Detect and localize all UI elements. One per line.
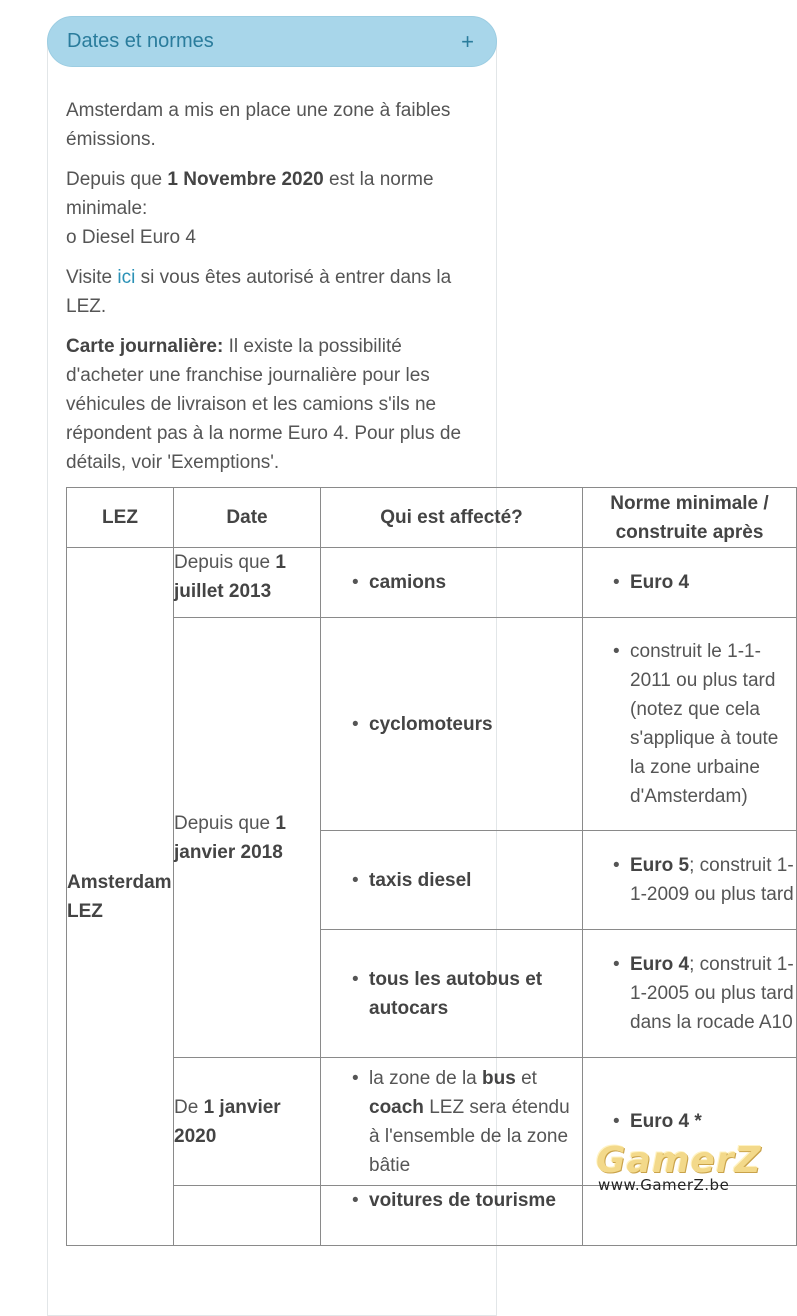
norm-cell	[583, 548, 797, 618]
header-date: Date	[174, 488, 321, 548]
plus-icon[interactable]: +	[461, 28, 474, 54]
list-item: • construit le 1-1-2011 ou plus tard (notez que cela s'applique à toute la zone urbaine d'Amsterdam)	[583, 637, 796, 811]
watermark	[596, 1140, 771, 1198]
section-content	[66, 96, 478, 488]
lez-name: Amsterdam LEZ	[67, 548, 174, 1246]
table-header-row	[67, 488, 797, 548]
list-item: • camions	[321, 568, 582, 597]
date-cell	[174, 1186, 321, 1246]
norm-cell	[583, 618, 797, 831]
table-row	[67, 618, 797, 831]
who-cell	[321, 1186, 583, 1246]
date-cell: Depuis que 1 juillet 2013	[174, 548, 321, 618]
list-item: • cyclomoteurs	[321, 710, 582, 739]
list-item: • Euro 4 *	[583, 1107, 796, 1136]
norm-cell	[583, 831, 797, 930]
daycard-paragraph: Carte journalière: Il existe la possibilité d'acheter une franchise journalière pour les véhicules de livraison et les camions s'ils ne répondent pas à la norme Euro 4. Pour plus de détails, voir 'Exemptions'.	[66, 336, 462, 473]
list-item: • voitures de tourisme	[321, 1186, 582, 1215]
list-item: • Euro 4; construit 1-1-2005 ou plus tard dans la rocade A10	[583, 950, 796, 1037]
accordion-header[interactable]	[47, 16, 497, 67]
list-item: • Euro 5; construit 1-1-2009 ou plus tard	[583, 851, 796, 909]
watermark-url: www.GamerZ.be	[598, 1176, 730, 1194]
who-cell	[321, 930, 583, 1058]
header-norm: Norme minimale / construite après	[583, 488, 797, 548]
norm-cell	[583, 930, 797, 1058]
norm-date: 1 Novembre 2020	[167, 169, 324, 190]
section-title: Dates et normes	[67, 30, 214, 52]
header-who: Qui est affecté?	[321, 488, 583, 548]
list-item: • Euro 4	[583, 568, 796, 597]
who-cell	[321, 618, 583, 831]
norm-line: o Diesel Euro 4	[66, 227, 196, 248]
date-cell: De 1 janvier 2020	[174, 1058, 321, 1186]
visit-paragraph: Visite ici si vous êtes autorisé à entrer dans la LEZ.	[66, 267, 452, 317]
intro-paragraph: Amsterdam a mis en place une zone à faibles émissions.	[66, 100, 451, 150]
list-item: • taxis diesel	[321, 866, 582, 895]
watermark-logo: GamerZ	[596, 1140, 762, 1181]
daycard-label: Carte journalière:	[66, 336, 224, 357]
lez-table	[66, 487, 797, 1246]
norm-paragraph: Depuis que 1 Novembre 2020 est la norme minimale: o Diesel Euro 4	[66, 169, 434, 248]
header-lez: LEZ	[67, 488, 174, 548]
date-cell: Depuis que 1 janvier 2018	[174, 618, 321, 1058]
list-item: • tous les autobus et autocars	[321, 965, 582, 1023]
who-cell	[321, 1058, 583, 1186]
table-row	[67, 548, 797, 618]
list-item: • la zone de la bus et coach LEZ sera étendu à l'ensemble de la zone bâtie	[321, 1064, 582, 1180]
who-cell	[321, 548, 583, 618]
who-cell	[321, 831, 583, 930]
here-link[interactable]: ici	[117, 267, 136, 288]
